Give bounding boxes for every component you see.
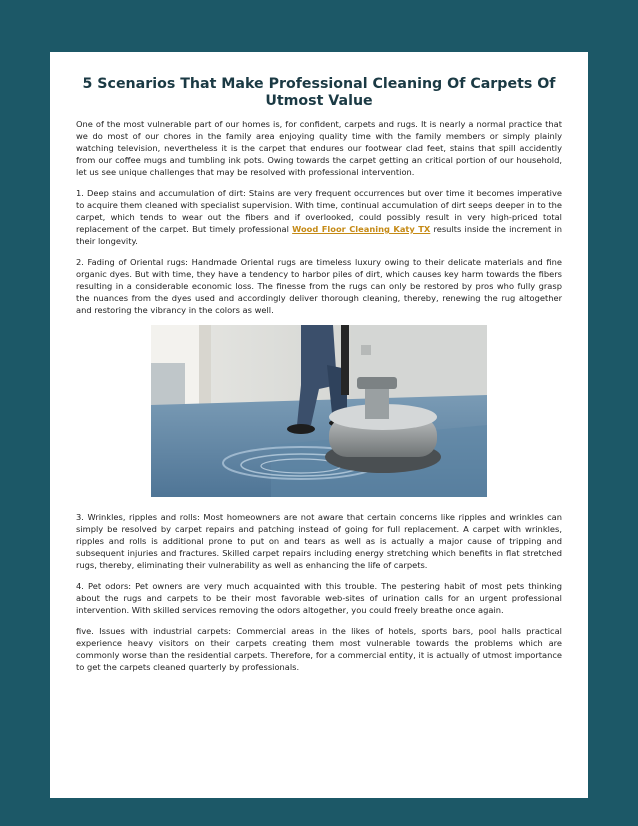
paragraph-oriental-rugs: 2. Fading of Oriental rugs: Handmade Oriental rugs are timeless luxury owing to their delicate materials and fine organic dyes. But with time, they have a tendency to harbor piles of dirt, which causes key harm towards the fibers resulting in a considerable economic loss. The finesse from the rugs can only be restored by pros who fully grasp the nuances from the dyes used and accordingly deliver thorough cleaning, thereby, renewing the rug altogether and restoring the vibrancy in the colors as well. xyxy=(76,257,562,315)
paragraph-pet-odors: 4. Pet odors: Pet owners are very much acquainted with this trouble. The pestering habit of most pets thinking about the rugs and carpets to be their most favorable web-sites of urination calls for an urgent professional intervention. With skilled services removing the odors altogether, you could freely breathe once again. xyxy=(76,581,562,615)
intro-paragraph: One of the most vulnerable part of our homes is, for confident, carpets and rugs. It is nearly a normal practice that we do most of our chores in the family area enjoying quality time with the family members or simply plainly watching television, nevertheless it is the carpet that endures our footwear clad feet, stains that spill accidently from our coffee mugs and tumbling ink pots. Owing towards the carpet getting an critical portion of our household, let us see unique challenges that may be resolved with professional intervention. xyxy=(76,119,562,177)
wood-floor-cleaning-link[interactable]: Wood Floor Cleaning Katy TX xyxy=(292,224,431,234)
document-page xyxy=(50,52,588,798)
paragraph-deep-stains-tail: results inside the increment in their longevity. xyxy=(76,224,563,246)
paragraph-industrial-carpets: five. Issues with industrial carpets: Commercial areas in the likes of hotels, sports bars, pool halls practical experience heavy visitors on their carpets creating them most vulnerable towards the problems which are commonly worse than the residential carpets. Therefore, for a commercial entity, it is actually of utmost importance to get the carpets cleaned quarterly by professionals. xyxy=(76,626,562,672)
paragraph-wrinkles: 3. Wrinkles, ripples and rolls: Most homeowners are not aware that certain concerns like ripples and wrinkles can simply be resolved by carpet repairs and patching instead of going for full replacement. A carpet with wrinkles, ripples and rolls is additional prone to put on and tears as well as is actually a major cause of tripping and subsequent injuries and fractures. Skilled carpet repairs including energy stretching which benefits in flat stretched rugs, thereby, eliminating their vulnerability as well as enhancing the life of carpets. xyxy=(76,512,562,570)
paragraph-deep-stains-text: 1. Deep stains and accumulation of dirt: Stains are very frequent occurrences but over time it becomes imperative to acquire them cleaned with specialist supervision. With time, continual accumulation of dirt seeps deeper in to the carpet, which tends to wear out the fibers and if overlooked, could possibly result in very high-priced total replacement of the carpet. But timely professional xyxy=(76,188,562,234)
paragraph-deep-stains xyxy=(76,187,562,247)
page-title: 5 Scenarios That Make Professional Cleaning Of Carpets Of Utmost Value xyxy=(82,76,556,109)
carpet-cleaning-photo xyxy=(151,325,487,497)
